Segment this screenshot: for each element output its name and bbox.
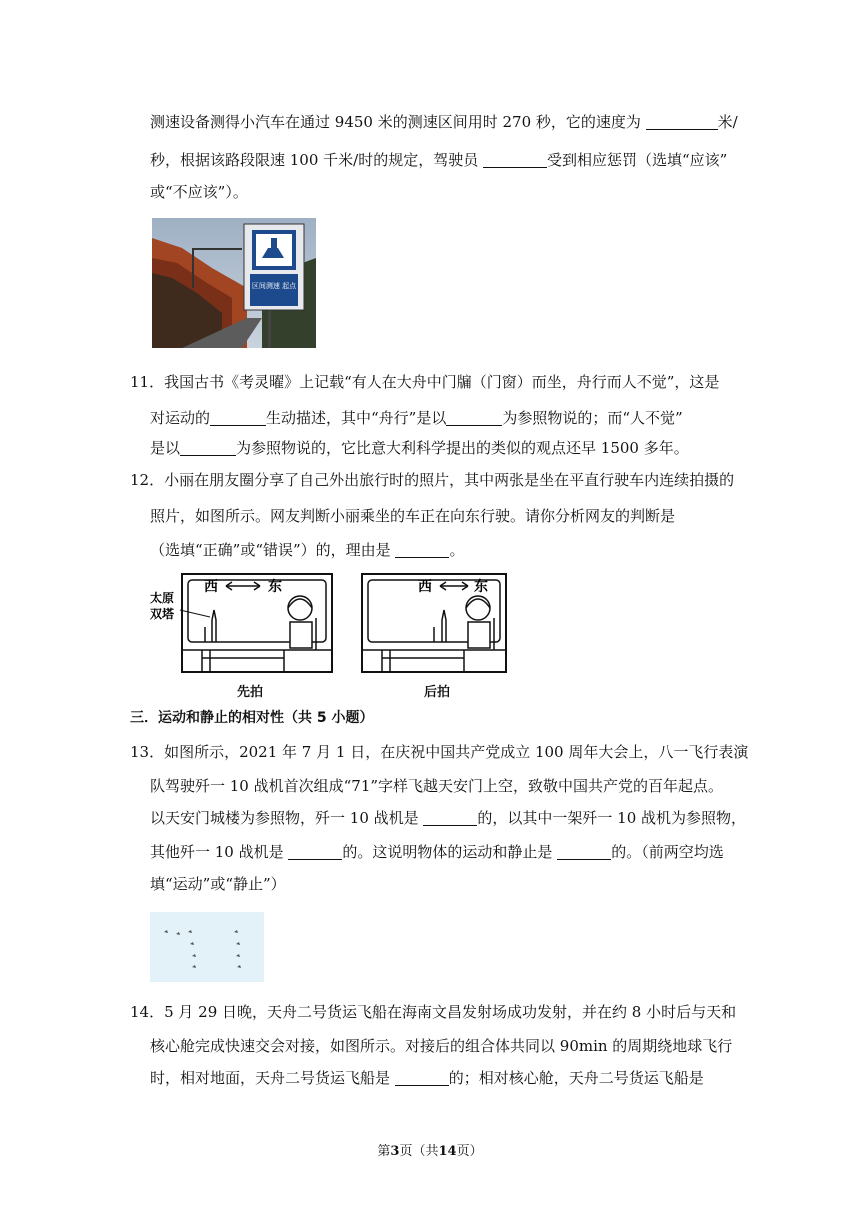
q13-text: 队驾驶歼一 10 战机首次组成“71”字样飞越天安门上空，致敬中国共产党的百年起点。 bbox=[150, 777, 724, 795]
second-photo-caption: 后拍 bbox=[424, 685, 451, 700]
q12-line-1 bbox=[130, 470, 734, 490]
total-pages: 14 bbox=[438, 1144, 457, 1159]
answer-blank bbox=[483, 151, 547, 168]
q11-line-1 bbox=[130, 372, 719, 392]
question-number: 13． bbox=[130, 743, 165, 761]
footer-text: 第 bbox=[377, 1144, 391, 1159]
q12-text: 小丽在朋友圈分享了自己外出旅行时的照片，其中两张是坐在平直行驶车内连续拍摄的 bbox=[164, 471, 735, 489]
q10-text: 测速设备测得小汽车在通过 9450 米的测速区间用时 270 秒，它的速度为 bbox=[150, 113, 646, 131]
east-label: 东 bbox=[268, 579, 282, 595]
question-number: 11． bbox=[130, 373, 165, 391]
answer-blank bbox=[446, 409, 502, 426]
page-footer bbox=[0, 1140, 860, 1159]
q12-text: 。 bbox=[449, 541, 465, 559]
west-label: 西 bbox=[418, 579, 432, 595]
answer-blank bbox=[210, 409, 266, 426]
west-label: 西 bbox=[204, 579, 218, 595]
answer-blank bbox=[423, 809, 477, 826]
q10-text: 或“不应该”）。 bbox=[150, 183, 248, 201]
q13-line-3 bbox=[150, 808, 746, 828]
q11-text: 我国古书《考灵曜》上记载“有人在大舟中门牖（门窗）而坐，舟行而人不觉”，这是 bbox=[164, 373, 720, 391]
q12-text: 照片，如图所示。网友判断小丽乘坐的车正在向东行驶。请你分析网友的判断是 bbox=[150, 507, 676, 525]
q10-line-1 bbox=[150, 112, 738, 132]
q13-line-2 bbox=[150, 776, 723, 796]
q11-line-2 bbox=[150, 408, 683, 428]
east-label: 东 bbox=[474, 579, 488, 595]
jet-formation-image bbox=[150, 912, 264, 982]
train-window-after-image bbox=[360, 572, 510, 677]
tower-label-line-2: 双塔 bbox=[150, 607, 175, 621]
question-number: 14． bbox=[130, 1003, 165, 1021]
answer-blank bbox=[180, 439, 236, 456]
q13-text: 其他歼一 10 战机是 bbox=[150, 843, 289, 861]
answer-blank bbox=[646, 113, 718, 130]
q11-text: 对运动的 bbox=[150, 409, 211, 427]
q13-line-1 bbox=[130, 742, 748, 762]
q10-line-2 bbox=[150, 150, 727, 170]
speed-sign-photo bbox=[152, 218, 316, 348]
q10-line-3 bbox=[150, 182, 248, 202]
q11-line-3 bbox=[150, 438, 689, 458]
q13-line-4 bbox=[150, 842, 724, 862]
q13-text: 填“运动”或“静止”） bbox=[150, 875, 286, 893]
footer-text: 页（共 bbox=[399, 1144, 439, 1159]
speed-sign-image bbox=[152, 218, 316, 348]
q14-text: 时，相对地面，天舟二号货运飞船是 bbox=[150, 1069, 395, 1087]
sign-text: 区间测速 起点 bbox=[251, 282, 297, 290]
q11-text: 生动描述，其中“舟行”是以 bbox=[266, 409, 447, 427]
q14-text: 的；相对核心舱，天舟二号货运飞船是 bbox=[448, 1069, 704, 1087]
section-heading: 三．运动和静止的相对性（共 5 小题） bbox=[130, 710, 374, 726]
tower-label-line-1: 太原 bbox=[150, 591, 175, 605]
q13-text: 如图所示，2021 年 7 月 1 日，在庆祝中国共产党成立 100 周年大会上，八一飞行表演 bbox=[164, 743, 749, 761]
answer-blank bbox=[557, 843, 611, 860]
q13-text: 的。这说明物体的运动和静止是 bbox=[342, 843, 558, 861]
q14-text: 5 月 29 日晚，天舟二号货运飞船在海南文昌发射场成功发射，并在约 8 小时后与天和 bbox=[164, 1003, 737, 1021]
answer-blank bbox=[395, 1069, 449, 1086]
q12-line-3 bbox=[150, 540, 464, 560]
first-photo-caption: 先拍 bbox=[237, 685, 264, 700]
q14-text: 核心舱完成快速交会对接，如图所示。对接后的组合体共同以 90min 的周期绕地球飞行 bbox=[150, 1037, 733, 1055]
q13-text: 的，以其中一架歼一 10 战机为参照物， bbox=[477, 809, 747, 827]
q12-line-2 bbox=[150, 506, 675, 526]
answer-blank bbox=[395, 541, 449, 558]
formation-71-photo bbox=[150, 912, 264, 982]
q13-line-5 bbox=[150, 874, 286, 894]
q10-text: 受到相应惩罚（选填“应该” bbox=[547, 151, 728, 169]
q14-line-3 bbox=[150, 1068, 704, 1088]
q10-text: 米/ bbox=[717, 113, 738, 131]
page-number: 3 bbox=[390, 1144, 400, 1159]
train-window-before-image bbox=[150, 572, 335, 677]
q13-text: 的。（前两空均选 bbox=[611, 843, 724, 861]
q11-text: 是以 bbox=[150, 439, 181, 457]
q13-text: 以天安门城楼为参照物，歼一 10 战机是 bbox=[150, 809, 424, 827]
footer-text: 页） bbox=[456, 1144, 483, 1159]
q14-line-1 bbox=[130, 1002, 736, 1022]
second-photo-figure bbox=[360, 572, 510, 677]
q14-line-2 bbox=[150, 1036, 732, 1056]
q10-text: 秒，根据该路段限速 100 千米/时的规定，驾驶员 bbox=[150, 151, 483, 169]
question-number: 12． bbox=[130, 471, 165, 489]
first-photo-figure bbox=[150, 572, 335, 677]
q11-text: 为参照物说的，它比意大利科学提出的类似的观点还早 1500 多年。 bbox=[236, 439, 689, 457]
answer-blank bbox=[288, 843, 342, 860]
q12-text: （选填“正确”或“错误”）的，理由是 bbox=[150, 541, 396, 559]
q11-text: 为参照物说的；而“人不觉” bbox=[502, 409, 683, 427]
